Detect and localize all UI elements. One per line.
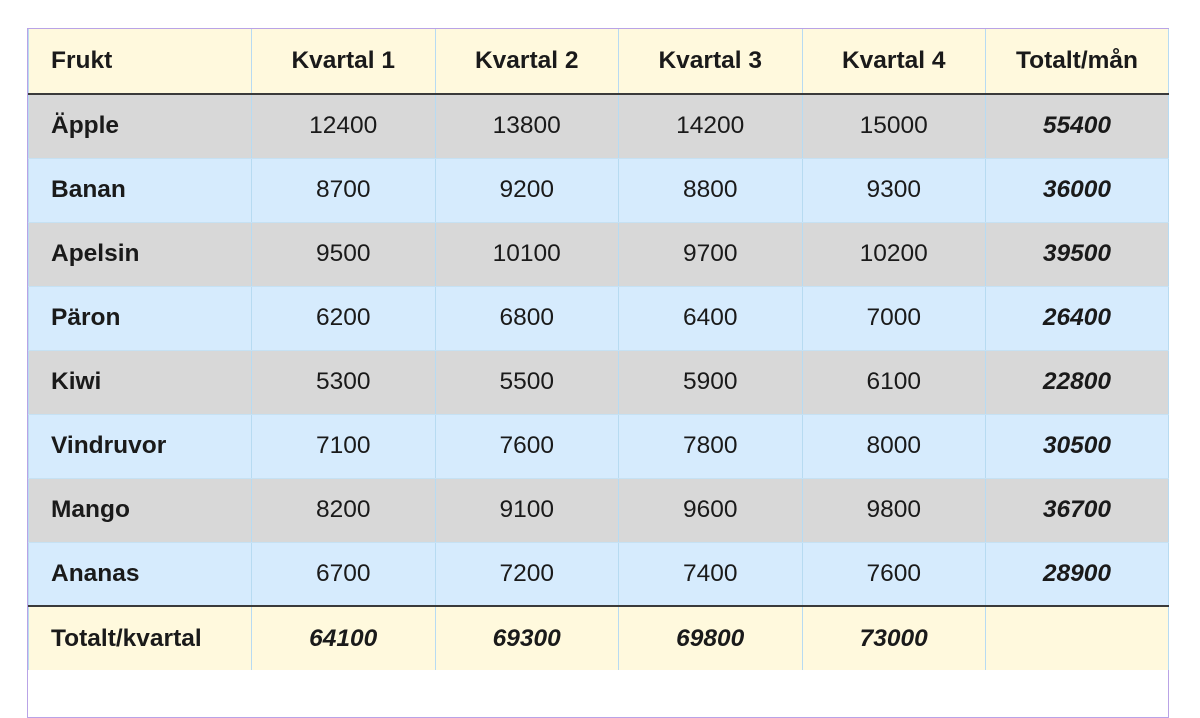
kvartal-1-cell: 8200 <box>252 478 436 542</box>
table-row <box>29 542 1169 606</box>
kvartal-1-cell: 6200 <box>252 286 436 350</box>
header-frukt: Frukt <box>29 29 252 94</box>
footer-kvartal-1-total: 64100 <box>252 606 436 670</box>
kvartal-2-cell: 9100 <box>435 478 619 542</box>
kvartal-3-cell: 9600 <box>619 478 803 542</box>
kvartal-1-cell: 6700 <box>252 542 436 606</box>
kvartal-2-cell: 9200 <box>435 158 619 222</box>
row-total-cell: 36000 <box>986 158 1169 222</box>
kvartal-1-cell: 9500 <box>252 222 436 286</box>
kvartal-3-cell: 14200 <box>619 94 803 158</box>
kvartal-1-cell: 12400 <box>252 94 436 158</box>
kvartal-3-cell: 6400 <box>619 286 803 350</box>
row-total-cell: 28900 <box>986 542 1169 606</box>
kvartal-4-cell: 15000 <box>802 94 986 158</box>
kvartal-4-cell: 9800 <box>802 478 986 542</box>
table-row <box>29 350 1169 414</box>
kvartal-3-cell: 8800 <box>619 158 803 222</box>
fruit-name-cell: Ananas <box>29 542 252 606</box>
row-total-cell: 39500 <box>986 222 1169 286</box>
kvartal-3-cell: 7800 <box>619 414 803 478</box>
table-row <box>29 158 1169 222</box>
header-row <box>29 29 1169 94</box>
footer-row <box>29 606 1169 670</box>
header-kvartal-3: Kvartal 3 <box>619 29 803 94</box>
table-row <box>29 286 1169 350</box>
fruit-name-cell: Banan <box>29 158 252 222</box>
kvartal-4-cell: 9300 <box>802 158 986 222</box>
header-kvartal-2: Kvartal 2 <box>435 29 619 94</box>
kvartal-3-cell: 7400 <box>619 542 803 606</box>
kvartal-1-cell: 8700 <box>252 158 436 222</box>
fruit-name-cell: Vindruvor <box>29 414 252 478</box>
fruit-name-cell: Apelsin <box>29 222 252 286</box>
fruit-name-cell: Mango <box>29 478 252 542</box>
row-total-cell: 30500 <box>986 414 1169 478</box>
table-row <box>29 222 1169 286</box>
kvartal-2-cell: 10100 <box>435 222 619 286</box>
kvartal-4-cell: 7600 <box>802 542 986 606</box>
footer-kvartal-3-total: 69800 <box>619 606 803 670</box>
kvartal-4-cell: 10200 <box>802 222 986 286</box>
footer-label: Totalt/kvartal <box>29 606 252 670</box>
kvartal-2-cell: 7200 <box>435 542 619 606</box>
header-kvartal-4: Kvartal 4 <box>802 29 986 94</box>
kvartal-1-cell: 7100 <box>252 414 436 478</box>
table-row <box>29 414 1169 478</box>
row-total-cell: 36700 <box>986 478 1169 542</box>
row-total-cell: 22800 <box>986 350 1169 414</box>
kvartal-4-cell: 6100 <box>802 350 986 414</box>
kvartal-3-cell: 5900 <box>619 350 803 414</box>
row-total-cell: 55400 <box>986 94 1169 158</box>
kvartal-1-cell: 5300 <box>252 350 436 414</box>
fruit-name-cell: Päron <box>29 286 252 350</box>
table-row <box>29 94 1169 158</box>
table-row <box>29 478 1169 542</box>
footer-kvartal-2-total: 69300 <box>435 606 619 670</box>
kvartal-2-cell: 5500 <box>435 350 619 414</box>
kvartal-2-cell: 6800 <box>435 286 619 350</box>
fruit-sales-table <box>28 29 1169 670</box>
kvartal-3-cell: 9700 <box>619 222 803 286</box>
header-kvartal-1: Kvartal 1 <box>252 29 436 94</box>
table-body <box>29 94 1169 606</box>
kvartal-4-cell: 8000 <box>802 414 986 478</box>
footer-kvartal-4-total: 73000 <box>802 606 986 670</box>
kvartal-2-cell: 13800 <box>435 94 619 158</box>
row-total-cell: 26400 <box>986 286 1169 350</box>
kvartal-4-cell: 7000 <box>802 286 986 350</box>
fruit-name-cell: Äpple <box>29 94 252 158</box>
header-totalt-man: Totalt/mån <box>986 29 1169 94</box>
kvartal-2-cell: 7600 <box>435 414 619 478</box>
footer-grand-total <box>986 606 1169 670</box>
fruit-name-cell: Kiwi <box>29 350 252 414</box>
